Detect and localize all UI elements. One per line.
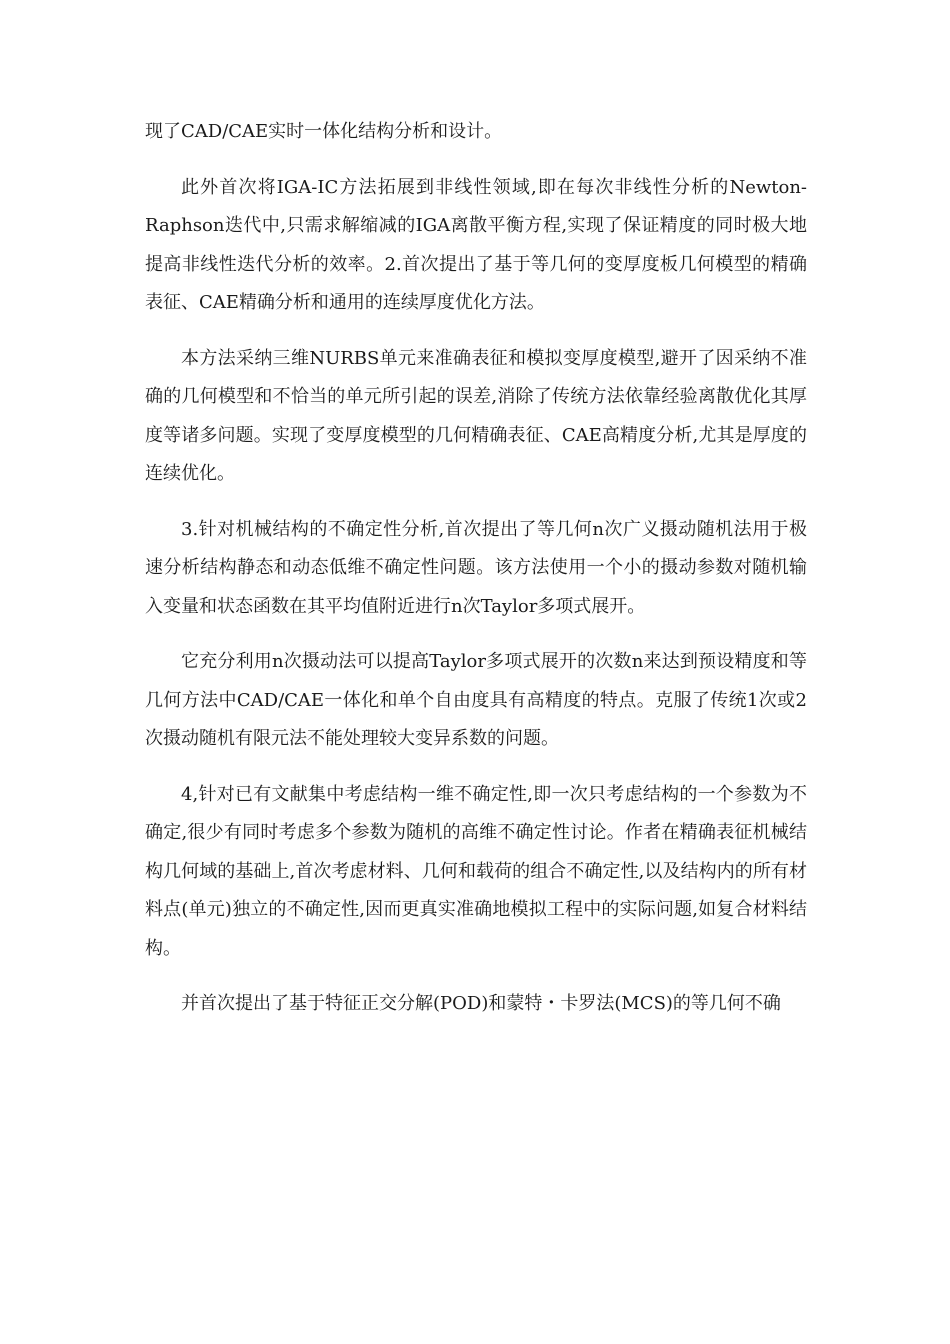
paragraph-5: 它充分利用n次摄动法可以提高Taylor多项式展开的次数n来达到预设精度和等几何方法中CAD/CAE一体化和单个自由度具有高精度的特点。克服了传统1次或2次摄动随机有限元法不能处理较大变异系数的问题。 xyxy=(145,651,807,749)
paragraph-1: 现了CAD/CAE实时一体化结构分析和设计。 xyxy=(145,121,503,142)
paragraph-7: 并首次提出了基于特征正交分解(POD)和蒙特・卡罗法(MCS)的等几何不确 xyxy=(181,993,781,1014)
paragraph-6: 4,针对已有文献集中考虑结构一维不确定性,即一次只考虑结构的一个参数为不确定,很少有同时考虑多个参数为随机的高维不确定性讨论。作者在精确表征机械结构几何域的基础上,首次考虑材料、几何和载荷的组合不确定性,以及结构内的所有材料点(单元)独立的不确定性,因而更真实准确地模拟工程中的实际问题,如复合材料结构。 xyxy=(145,783,807,959)
document-body xyxy=(145,113,807,1041)
paragraph-4: 3.针对机械结构的不确定性分析,首次提出了等几何n次广义摄动随机法用于极速分析结构静态和动态低维不确定性问题。该方法使用一个小的摄动参数对随机输入变量和状态函数在其平均值附近进行n次Taylor多项式展开。 xyxy=(145,518,807,617)
paragraph-2: 此外首次将IGA-IC方法拓展到非线性领域,即在每次非线性分析的Newton-Raphson迭代中,只需求解缩减的IGA离散平衡方程,实现了保证精度的同时极大地提高非线性迭代分析的效率。2.首次提出了基于等几何的变厚度板几何模型的精确表征、CAE精确分析和通用的连续厚度优化方法。 xyxy=(145,176,807,313)
paragraph-3: 本方法采纳三维NURBS单元来准确表征和模拟变厚度模型,避开了因采纳不准确的几何模型和不恰当的单元所引起的误差,消除了传统方法依靠经验离散优化其厚度等诸多问题。实现了变厚度模型的几何精确表征、CAE高精度分析,尤其是厚度的连续优化。 xyxy=(145,347,807,484)
